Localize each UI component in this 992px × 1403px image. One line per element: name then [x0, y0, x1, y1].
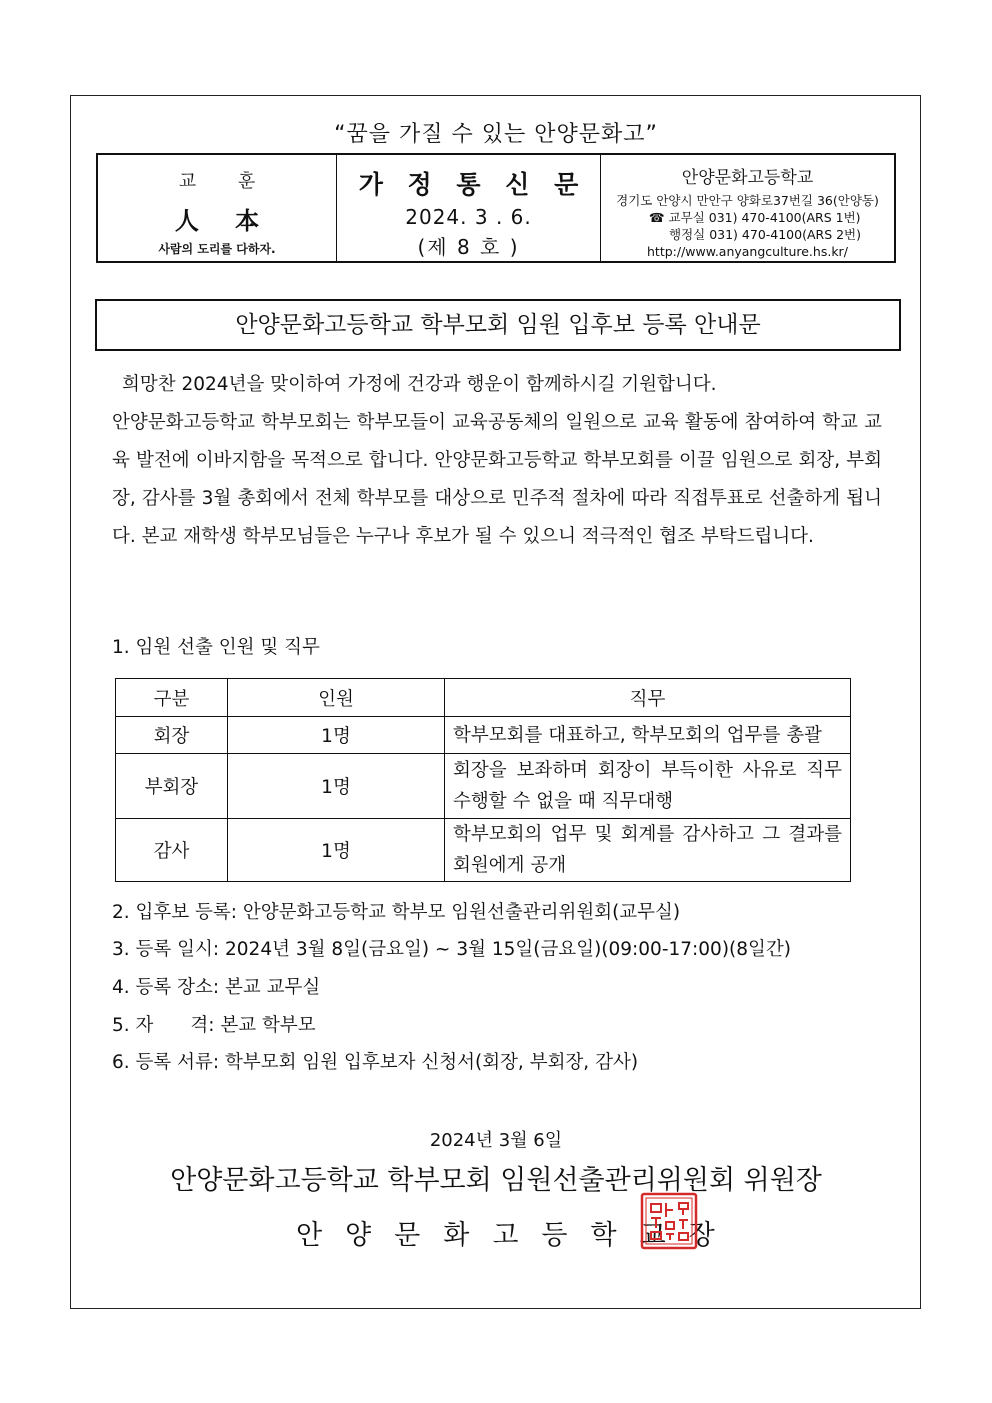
item-registration: 2. 입후보 등록: 안양문화고등학교 학부모 임원선출관리위원회(교무실): [112, 902, 681, 923]
intro-greeting: 희망찬 2024년을 맞이하여 가정에 건강과 행운이 함께하시길 기원합니다.: [122, 374, 717, 395]
item-location: 4. 등록 장소: 본교 교무실: [112, 977, 321, 998]
count-cell: 1명: [228, 754, 445, 819]
school-name: 안양문화고등학교: [681, 168, 814, 188]
count-cell: 1명: [228, 819, 445, 882]
table-row: [116, 717, 851, 754]
table-row: [116, 754, 851, 819]
motto-cell: [98, 155, 337, 261]
role-cell: 회장: [116, 717, 228, 754]
intro-body: 안양문화고등학교 학부모회는 학부모들이 교육공동체의 일원으로 교육 활동에 참여하여 학교 교육 발전에 이바지함을 목적으로 합니다. 안양문화고등학교 학부모회를 이끌 임원으로 회장, 부회장, 감사를 3월 총회에서 전체 학부모를 대상으로 민주적 절차에 따라 직접투표로 선출하게 됩니다. 본교 재학생 학부모님들은 누구나 후보가 될 수 있으니 적극적인 협조 부탁드립니다.: [112, 412, 882, 547]
principal-signature: 안양문화고등학교장: [296, 1220, 738, 1251]
count-cell: 1명: [228, 717, 445, 754]
table-row: [116, 819, 851, 882]
duty-cell: 학부모회를 대표하고, 학부모회의 업무를 총괄: [445, 717, 851, 754]
school-website: http://www.anyangculture.hs.kr/: [647, 244, 848, 259]
newsletter-date: 2024. 3 . 6.: [405, 205, 532, 229]
item-eligibility: 5. 자 격: 본교 학부모: [112, 1015, 316, 1036]
motto-subtitle: 사람의 도리를 다하자.: [158, 242, 276, 256]
newsletter-cell: [337, 155, 601, 261]
school-motto-slogan: “꿈을 가질 수 있는 안양문화고”: [334, 122, 658, 147]
document-title: 안양문화고등학교 학부모회 임원 입후보 등록 안내문: [95, 299, 901, 351]
role-cell: 감사: [116, 819, 228, 882]
intro-paragraph: [112, 366, 882, 556]
newsletter-issue: (제 8 호 ): [417, 235, 520, 259]
official-seal-stamp: [640, 1192, 698, 1250]
item-documents: 6. 등록 서류: 학부모회 임원 입후보자 신청서(회장, 부회장, 감사): [112, 1052, 639, 1073]
duty-cell: 학부모회의 업무 및 회계를 감사하고 그 결과를 회원에게 공개: [445, 819, 851, 882]
motto-label: 교 훈: [178, 171, 274, 192]
motto-main: 人 本: [174, 207, 274, 235]
section-heading-1: 1. 임원 선출 인원 및 직무: [112, 637, 320, 658]
issue-date: 2024년 3월 6일: [429, 1130, 563, 1151]
table-header-row: [116, 679, 851, 717]
roles-table: [115, 678, 851, 882]
school-info-cell: [601, 155, 894, 261]
table-header: 구분: [116, 679, 228, 717]
phone-admin: 행정실 031) 470-4100(ARS 2번): [669, 227, 862, 242]
duty-cell: 회장을 보좌하며 회장이 부득이한 사유로 직무 수행할 수 없을 때 직무대행: [445, 754, 851, 819]
role-cell: 부회장: [116, 754, 228, 819]
newsletter-title: 가 정 통 신 문: [358, 170, 587, 199]
table-header: 직무: [445, 679, 851, 717]
phone-office: ☎ 교무실 031) 470-4100(ARS 1번): [649, 210, 861, 225]
table-header: 인원: [228, 679, 445, 717]
item-period: 3. 등록 일시: 2024년 3월 8일(금요일) ~ 3월 15일(금요일)(09:00-17:00)(8일간): [112, 939, 791, 960]
committee-signature: 안양문화고등학교 학부모회 임원선출관리위원회 위원장: [170, 1165, 822, 1196]
school-address: 경기도 안양시 만안구 양화로37번길 36(안양동): [616, 193, 879, 208]
letterhead: [96, 153, 896, 263]
